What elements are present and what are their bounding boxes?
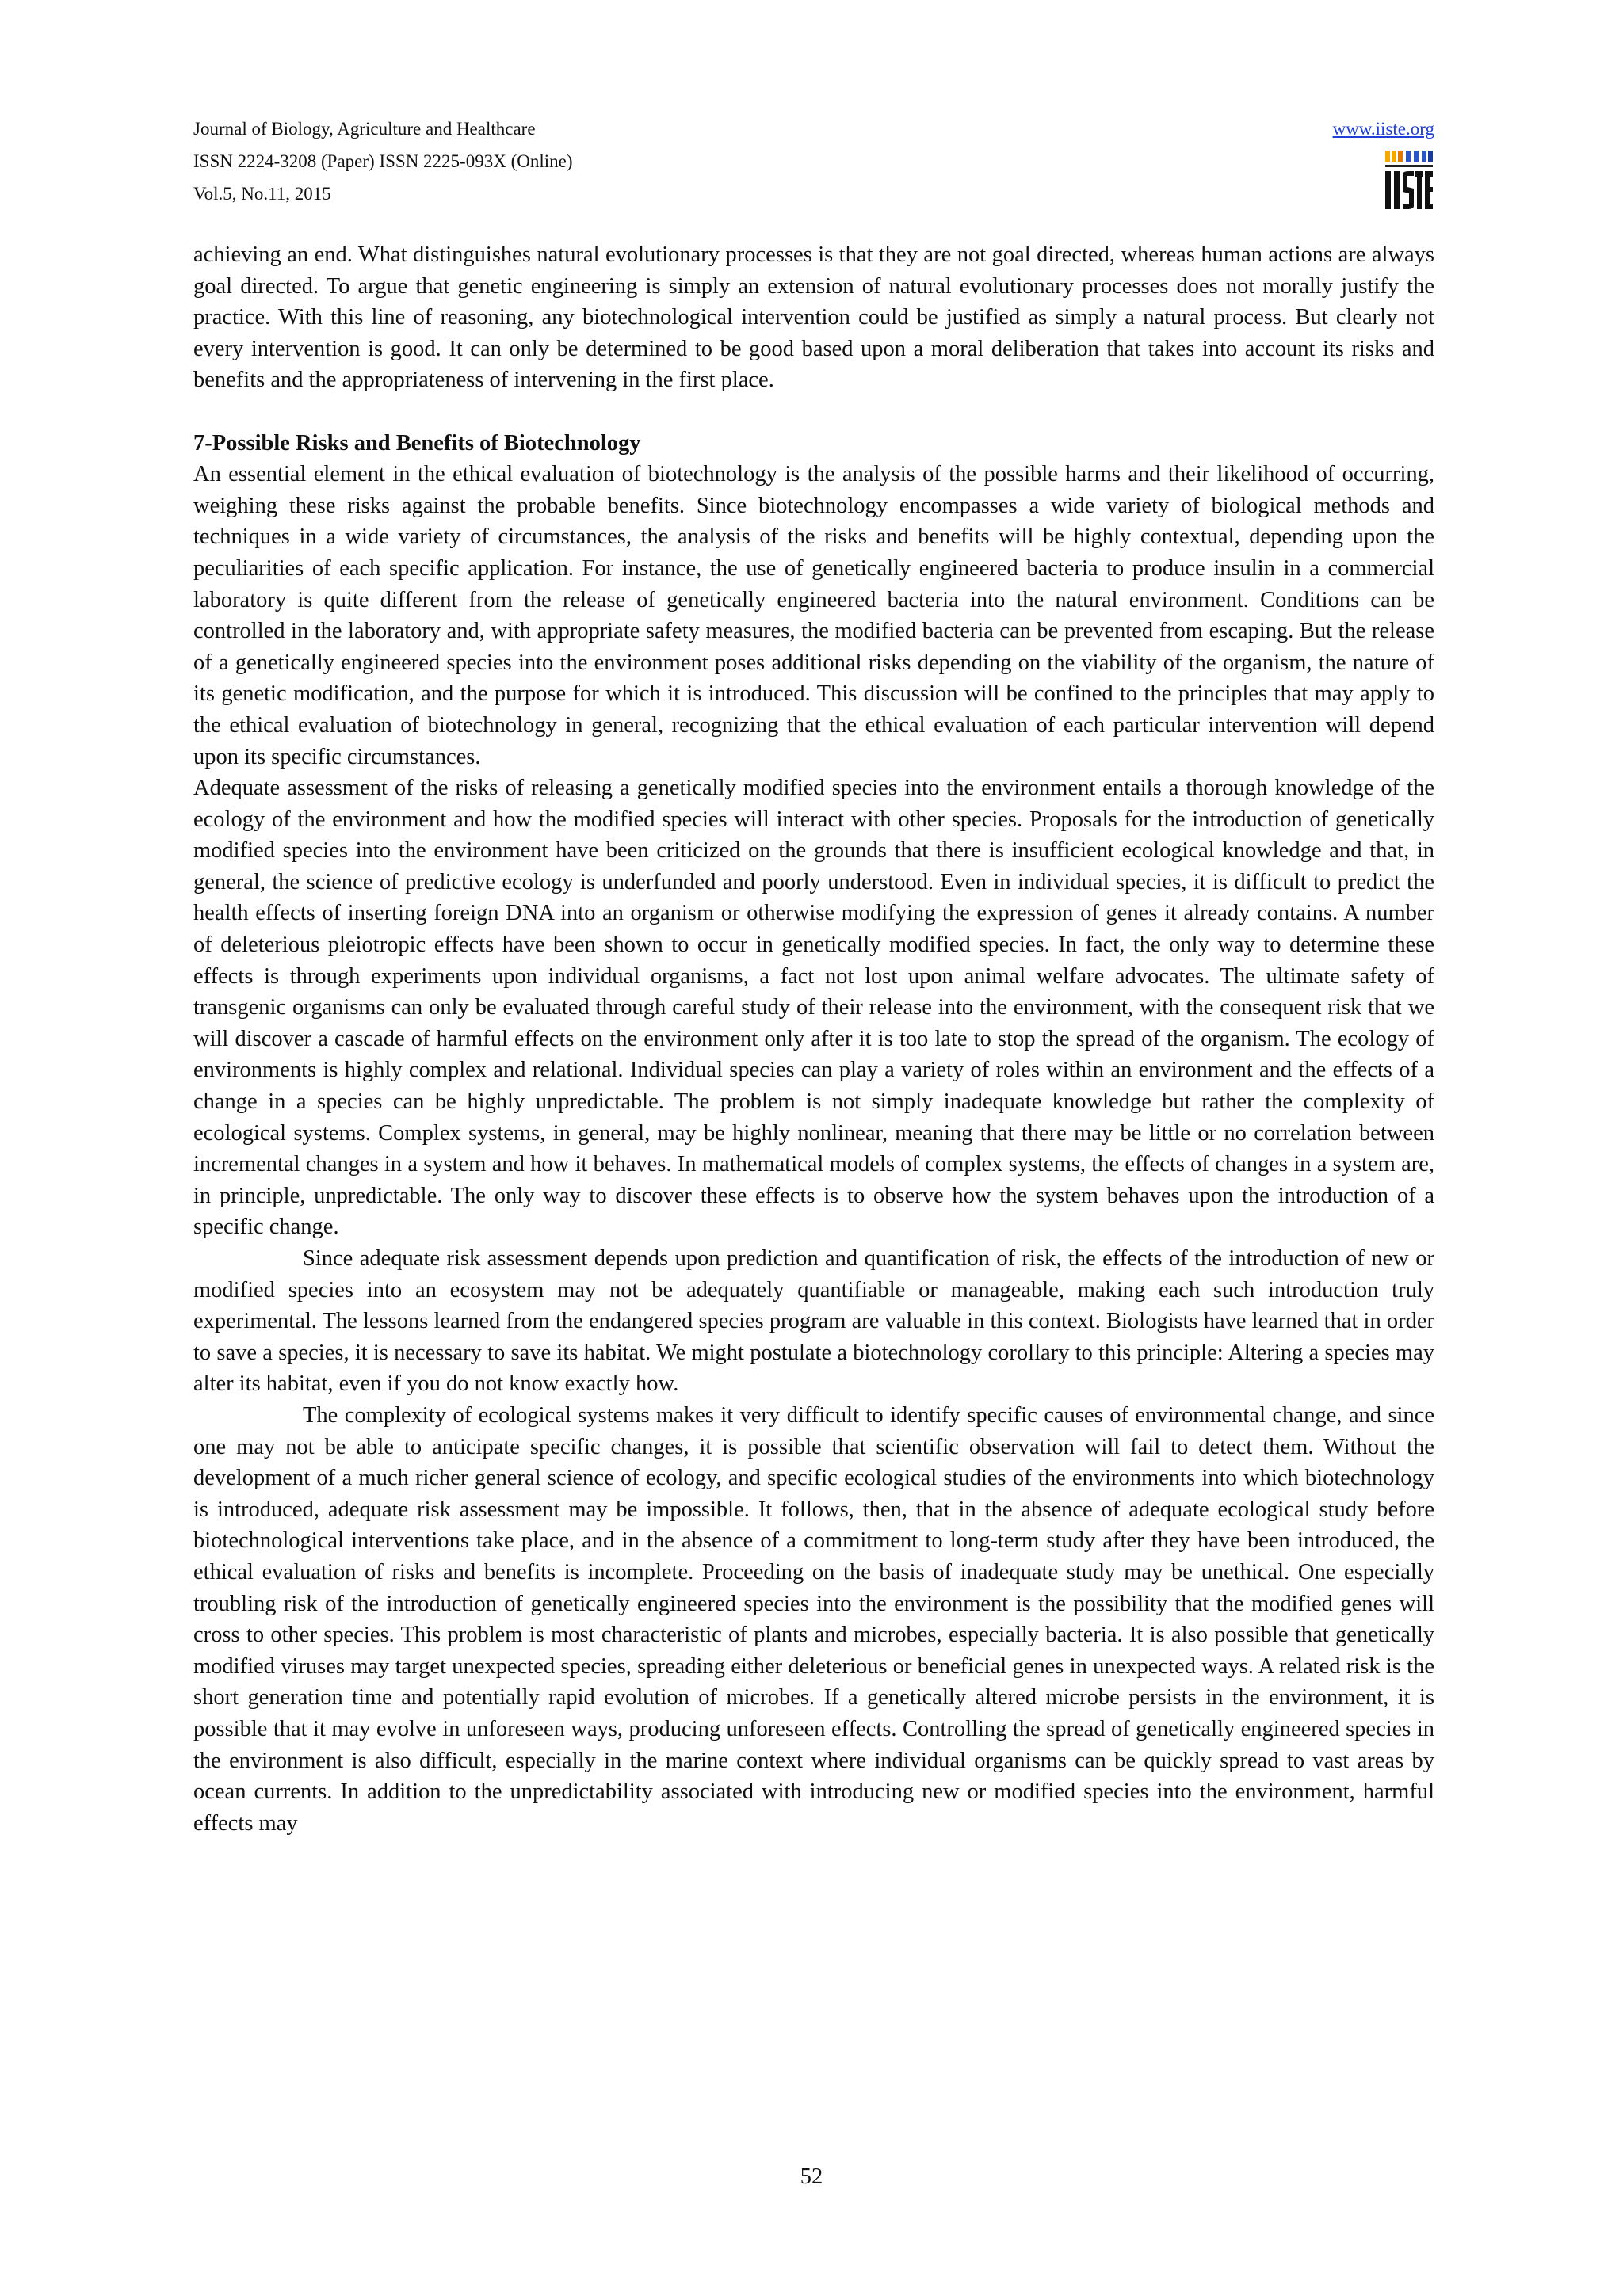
article-body	[193, 239, 1434, 1839]
body-paragraph-2: Adequate assessment of the risks of releasing a genetically modified species into the environment entails a thorough knowledge of the ecology of the environment and how the modified species will interact with other species. Proposals for the introduction of genetically modified species into the environment have been criticized on the grounds that there is insufficient ecological knowledge and that, in general, the science of predictive ecology is underfunded and poorly understood. Even in individual species, it is difficult to predict the health effects of inserting foreign DNA into an organism or otherwise modifying the expression of genes it already contains. A number of deleterious pleiotropic effects have been shown to occur in genetically modified species. In fact, the only way to determine these effects is through experiments upon individual organisms, a fact not lost upon animal welfare advocates. The ultimate safety of transgenic organisms can only be evaluated through careful study of their release into the environment, with the consequent risk that we will discover a cascade of harmful effects on the environment only after it is too late to stop the spread of the organism. The ecology of environments is highly complex and relational. Individual species can play a variety of roles within an environment and the effects of a change in a species can be highly unpredictable. The problem is not simply inadequate knowledge but rather the complexity of ecological systems. Complex systems, in general, may be highly nonlinear, meaning that there may be little or no correlation between incremental changes in a system and how it behaves. In mathematical models of complex systems, the effects of changes in a system are, in principle, unpredictable. The only way to discover these effects is to observe how the system behaves upon the introduction of a specific change.	[193, 776, 1434, 1240]
volume-line: Vol.5, No.11, 2015	[193, 184, 331, 204]
body-paragraph-4: The complexity of ecological systems makes it very difficult to identify specific causes of environmental change, and since one may not be able to anticipate specific changes, it is possible that scientific observation will fail to detect them. Without the development of a much richer general science of ecology, and specific ecological studies of the environments into which biotechnology is introduced, adequate risk assessment may be impossible. It follows, then, that in the absence of adequate ecological study before biotechnological interventions take place, and in the absence of a commitment to long-term study after they have been introduced, the ethical evaluation of risks and benefits is incomplete. Proceeding on the basis of inadequate study may be unethical. One especially troubling risk of the introduction of genetically engineered species into the environment is the possibility that the modified genes will cross to other species. This problem is most characteristic of plants and microbes, especially bacteria. It is also possible that genetically modified viruses may target unexpected species, spreading either deleterious or beneficial genes in unexpected ways. A related risk is the short generation time and potentially rapid evolution of microbes. If a genetically altered microbe persists in the environment, it is possible that it may evolve in unforeseen ways, producing unforeseen effects. Controlling the spread of genetically engineered species in the environment is also difficult, especially in the marine context where individual organisms can be quickly spread to vast areas by ocean currents. In addition to the unpredictability associated with introducing new or modified species into the environment, harmful effects may	[193, 1402, 1434, 1836]
section-heading: 7-Possible Risks and Benefits of Biotechnology	[193, 430, 641, 456]
iiste-logo	[1382, 147, 1434, 212]
intro-paragraph: achieving an end. What distinguishes natural evolutionary processes is that they are not goal directed, whereas human actions are always goal directed. To argue that genetic engineering is simply an extension of natural evolutionary processes does not morally justify the practice. With this line of reasoning, any biotechnological intervention could be justified as simply a natural process. But clearly not every intervention is good. It can only be determined to be good based upon a moral deliberation that takes into account its risks and benefits and the appropriateness of intervening in the first place.	[193, 242, 1434, 393]
journal-title: Journal of Biology, Agriculture and Healthcare	[193, 119, 536, 139]
body-paragraph-1: An essential element in the ethical evaluation of biotechnology is the analysis of the possible harms and their likelihood of occurring, weighing these risks against the probable benefits. Since biotechnology encompasses a wide variety of biological methods and techniques in a wide variety of circumstances, the analysis of the risks and benefits will be highly contextual, depending upon the peculiarities of each specific application. For instance, the use of genetically engineered bacteria to produce insulin in a commercial laboratory is quite different from the release of genetically engineered bacteria into the natural environment. Conditions can be controlled in the laboratory and, with appropriate safety measures, the modified bacteria can be prevented from escaping. But the release of a genetically engineered species into the environment poses additional risks depending on the viability of the organism, the nature of its genetic modification, and the purpose for which it is introduced. This discussion will be confined to the principles that may apply to the ethical evaluation of biotechnology in general, recognizing that the ethical evaluation of each particular intervention will depend upon its specific circumstances.	[193, 462, 1434, 769]
page-header	[193, 113, 1434, 212]
issn-line: ISSN 2224-3208 (Paper) ISSN 2225-093X (Online)	[193, 151, 573, 171]
website-link[interactable]: www.iiste.org	[1332, 119, 1434, 139]
page-number: 52	[800, 2164, 823, 2189]
body-paragraph-3: Since adequate risk assessment depends upon prediction and quantification of risk, the effects of the introduction of new or modified species into an ecosystem may not be adequately quantifiable or manageable, making each such introduction truly experimental. The lessons learned from the endangered species program are valuable in this context. Biologists have learned that in order to save a species, it is necessary to save its habitat. We might postulate a biotechnology corollary to this principle: Altering a species may alter its habitat, even if you do not know exactly how.	[193, 1246, 1434, 1397]
